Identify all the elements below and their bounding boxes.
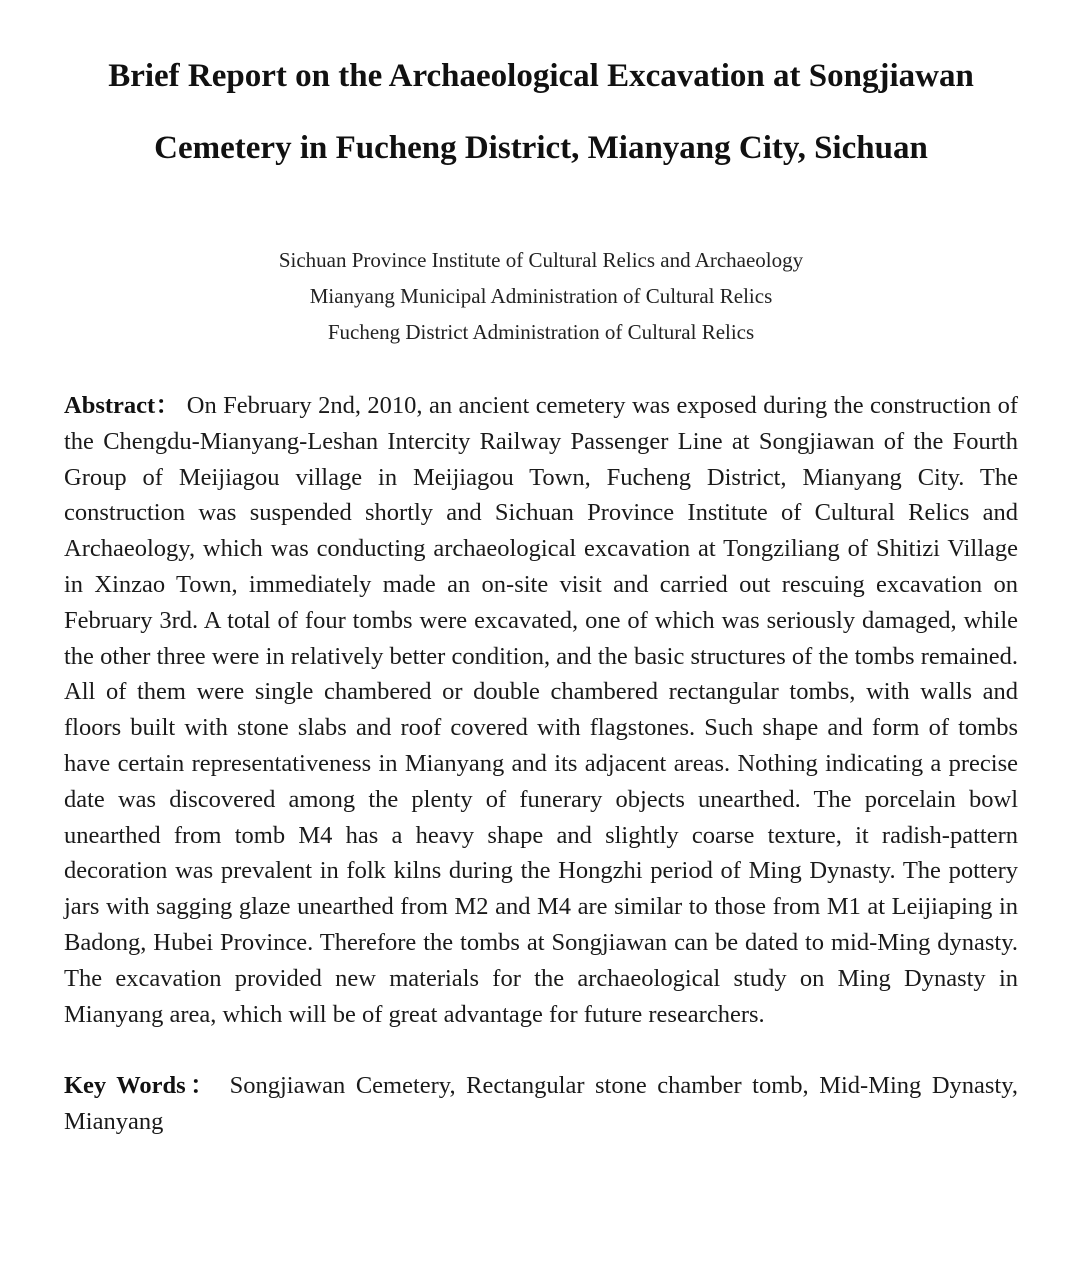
paper-title-line-1: Brief Report on the Archaeological Excavation at Songjiawan: [108, 58, 974, 94]
paper-title-line-2: Cemetery in Fucheng District, Mianyang City, Sichuan: [154, 130, 928, 166]
abstract-label: Abstract：: [64, 392, 181, 419]
keywords-label: Key Words：: [64, 1072, 220, 1100]
affiliation-1: Sichuan Province Institute of Cultural Relics and Archaeology: [278, 248, 804, 272]
author-affiliations: [64, 242, 1018, 350]
paper-title: [64, 0, 1018, 184]
keywords-text: Songjiawan Cemetery, Rectangular stone chamber tomb, Mid-Ming Dynasty, Mianyang: [64, 1072, 1019, 1136]
affiliation-2: Mianyang Municipal Administration of Cultural Relics: [309, 284, 773, 308]
affiliation-3: Fucheng District Administration of Cultural Relics: [327, 320, 755, 344]
abstract-section: [64, 388, 1018, 1032]
abstract-text: On February 2nd, 2010, an ancient cemetery was exposed during the construction of the Chengdu-Mianyang-Leshan Intercity Railway Passenger Line at Songjiawan of the Fourth Group of Meijiagou village in Meijiagou Town, Fucheng District, Mianyang City. The construction was suspended shortly and Sichuan Province Institute of Cultural Relics and Archaeology, which was conducting archaeological excavation at Tongziliang of Shitizi Village in Xinzao Town, immediately made an on-site visit and carried out rescuing excavation on February 3rd. A total of four tombs were excavated, one of which was seriously damaged, while the other three were in relatively better condition, and the basic structures of the tombs remained. All of them were single chambered or double chambered rectangular tombs, with walls and floors built with stone slabs and roof covered with flagstones. Such shape and form of tombs have certain representativeness in Mianyang and its adjacent areas. Nothing indicating a precise date was discovered among the plenty of funerary objects unearthed. The porcelain bowl unearthed from tomb M4 has a heavy shape and slightly coarse texture, it radish-pattern decoration was prevalent in folk kilns during the Hongzhi period of Ming Dynasty. The pottery jars with sagging glaze unearthed from M2 and M4 are similar to those from M1 at Leijiaping in Badong, Hubei Province. Therefore the tombs at Songjiawan can be dated to mid-Ming dynasty. The excavation provided new materials for the archaeological study on Ming Dynasty in Mianyang area, which will be of great advantage for future researchers.: [64, 392, 1018, 1028]
keywords-section: [64, 1068, 1018, 1140]
